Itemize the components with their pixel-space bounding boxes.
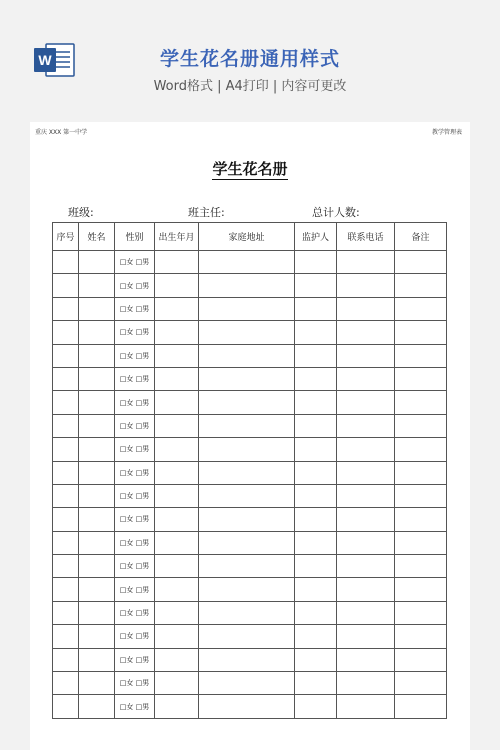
address-cell <box>199 438 295 461</box>
guardian-cell <box>295 648 337 671</box>
phone-cell <box>337 414 395 437</box>
guardian-cell <box>295 274 337 297</box>
document-page <box>30 122 470 750</box>
index-cell <box>53 578 79 601</box>
total-count-label: 总计人数: <box>312 206 360 219</box>
remarks-cell <box>395 484 447 507</box>
address-cell <box>199 648 295 671</box>
address-cell <box>199 555 295 578</box>
birth-cell <box>155 601 199 624</box>
name-cell <box>79 438 115 461</box>
phone-cell <box>337 367 395 390</box>
name-cell <box>79 578 115 601</box>
phone-cell <box>337 531 395 554</box>
col-header-remarks: 备注 <box>395 223 447 251</box>
gender-cell: □女 □男 <box>115 648 155 671</box>
table-row <box>53 438 447 461</box>
birth-cell <box>155 274 199 297</box>
address-cell <box>199 344 295 367</box>
index-cell <box>53 367 79 390</box>
guardian-cell <box>295 344 337 367</box>
logo-letter: W <box>38 52 52 68</box>
table-row <box>53 297 447 320</box>
table-row <box>53 695 447 718</box>
gender-cell: □女 □男 <box>115 578 155 601</box>
table-row <box>53 391 447 414</box>
index-cell <box>53 625 79 648</box>
guardian-cell <box>295 625 337 648</box>
remarks-cell <box>395 438 447 461</box>
birth-cell <box>155 578 199 601</box>
birth-cell <box>155 461 199 484</box>
remarks-cell <box>395 321 447 344</box>
address-cell <box>199 601 295 624</box>
gender-cell: □女 □男 <box>115 251 155 274</box>
col-header-phone: 联系电话 <box>337 223 395 251</box>
table-row <box>53 672 447 695</box>
address-cell <box>199 484 295 507</box>
roster-body <box>53 251 447 719</box>
address-cell <box>199 672 295 695</box>
phone-cell <box>337 508 395 531</box>
guardian-cell <box>295 672 337 695</box>
col-header-guardian: 监护人 <box>295 223 337 251</box>
gender-cell: □女 □男 <box>115 438 155 461</box>
school-name: 重庆 XXX 第一中学 <box>35 129 88 136</box>
remarks-cell <box>395 414 447 437</box>
gender-cell: □女 □男 <box>115 367 155 390</box>
guardian-cell <box>295 367 337 390</box>
index-cell <box>53 672 79 695</box>
birth-cell <box>155 297 199 320</box>
index-cell <box>53 251 79 274</box>
col-header-address: 家庭地址 <box>199 223 295 251</box>
index-cell <box>53 648 79 671</box>
table-row <box>53 321 447 344</box>
name-cell <box>79 672 115 695</box>
name-cell <box>79 297 115 320</box>
phone-cell <box>337 648 395 671</box>
guardian-cell <box>295 251 337 274</box>
remarks-cell <box>395 297 447 320</box>
guardian-cell <box>295 578 337 601</box>
gender-cell: □女 □男 <box>115 414 155 437</box>
table-row <box>53 601 447 624</box>
table-header-row <box>53 223 447 251</box>
remarks-cell <box>395 625 447 648</box>
remarks-cell <box>395 251 447 274</box>
address-cell <box>199 695 295 718</box>
birth-cell <box>155 251 199 274</box>
table-row <box>53 578 447 601</box>
address-cell <box>199 321 295 344</box>
phone-cell <box>337 297 395 320</box>
roster-table <box>52 222 447 719</box>
address-cell <box>199 274 295 297</box>
remarks-cell <box>395 578 447 601</box>
index-cell <box>53 344 79 367</box>
index-cell <box>53 695 79 718</box>
table-row <box>53 648 447 671</box>
table-row <box>53 367 447 390</box>
guardian-cell <box>295 484 337 507</box>
name-cell <box>79 367 115 390</box>
col-header-birth: 出生年月 <box>155 223 199 251</box>
class-label: 班级: <box>68 206 94 219</box>
col-header-name: 姓名 <box>79 223 115 251</box>
phone-cell <box>337 461 395 484</box>
gender-cell: □女 □男 <box>115 321 155 344</box>
index-cell <box>53 297 79 320</box>
address-cell <box>199 297 295 320</box>
name-cell <box>79 555 115 578</box>
remarks-cell <box>395 672 447 695</box>
birth-cell <box>155 484 199 507</box>
head-teacher-label: 班主任: <box>188 206 225 219</box>
gender-cell: □女 □男 <box>115 625 155 648</box>
name-cell <box>79 321 115 344</box>
gender-cell: □女 □男 <box>115 695 155 718</box>
remarks-cell <box>395 391 447 414</box>
birth-cell <box>155 367 199 390</box>
phone-cell <box>337 438 395 461</box>
address-cell <box>199 251 295 274</box>
index-cell <box>53 321 79 344</box>
guardian-cell <box>295 297 337 320</box>
gender-cell: □女 □男 <box>115 344 155 367</box>
address-cell <box>199 367 295 390</box>
gender-cell: □女 □男 <box>115 274 155 297</box>
phone-cell <box>337 274 395 297</box>
phone-cell <box>337 321 395 344</box>
document-title-text: 学生花名册 <box>212 160 288 178</box>
name-cell <box>79 484 115 507</box>
birth-cell <box>155 321 199 344</box>
phone-cell <box>337 391 395 414</box>
remarks-cell <box>395 344 447 367</box>
table-row <box>53 461 447 484</box>
address-cell <box>199 625 295 648</box>
name-cell <box>79 461 115 484</box>
gender-cell: □女 □男 <box>115 531 155 554</box>
name-cell <box>79 274 115 297</box>
name-cell <box>79 414 115 437</box>
gender-cell: □女 □男 <box>115 672 155 695</box>
index-cell <box>53 531 79 554</box>
page-subtitle: Word格式 | A4打印 | 内容可更改 <box>153 79 347 94</box>
name-cell <box>79 251 115 274</box>
birth-cell <box>155 531 199 554</box>
remarks-cell <box>395 601 447 624</box>
remarks-cell <box>395 508 447 531</box>
phone-cell <box>337 555 395 578</box>
gender-cell: □女 □男 <box>115 461 155 484</box>
index-cell <box>53 508 79 531</box>
birth-cell <box>155 695 199 718</box>
phone-cell <box>337 344 395 367</box>
name-cell <box>79 531 115 554</box>
remarks-cell <box>395 695 447 718</box>
col-header-gender: 性别 <box>115 223 155 251</box>
birth-cell <box>155 508 199 531</box>
birth-cell <box>155 625 199 648</box>
gender-cell: □女 □男 <box>115 297 155 320</box>
remarks-cell <box>395 648 447 671</box>
address-cell <box>199 578 295 601</box>
index-cell <box>53 555 79 578</box>
table-row <box>53 531 447 554</box>
gender-cell: □女 □男 <box>115 508 155 531</box>
phone-cell <box>337 484 395 507</box>
col-header-index: 序号 <box>53 223 79 251</box>
remarks-cell <box>395 461 447 484</box>
table-row <box>53 555 447 578</box>
birth-cell <box>155 555 199 578</box>
guardian-cell <box>295 508 337 531</box>
birth-cell <box>155 672 199 695</box>
guardian-cell <box>295 391 337 414</box>
table-row <box>53 484 447 507</box>
phone-cell <box>337 251 395 274</box>
gender-cell: □女 □男 <box>115 484 155 507</box>
table-row <box>53 251 447 274</box>
table-row <box>53 344 447 367</box>
phone-cell <box>337 672 395 695</box>
guardian-cell <box>295 438 337 461</box>
gender-cell: □女 □男 <box>115 391 155 414</box>
name-cell <box>79 625 115 648</box>
remarks-cell <box>395 555 447 578</box>
gender-cell: □女 □男 <box>115 601 155 624</box>
phone-cell <box>337 695 395 718</box>
form-category: 教学管理表 <box>431 129 462 136</box>
name-cell <box>79 508 115 531</box>
index-cell <box>53 274 79 297</box>
address-cell <box>199 414 295 437</box>
guardian-cell <box>295 414 337 437</box>
guardian-cell <box>295 601 337 624</box>
phone-cell <box>337 578 395 601</box>
phone-cell <box>337 625 395 648</box>
index-cell <box>53 414 79 437</box>
index-cell <box>53 461 79 484</box>
page-title: 学生花名册通用样式 <box>159 48 340 70</box>
name-cell <box>79 344 115 367</box>
guardian-cell <box>295 555 337 578</box>
birth-cell <box>155 414 199 437</box>
birth-cell <box>155 391 199 414</box>
address-cell <box>199 531 295 554</box>
address-cell <box>199 391 295 414</box>
address-cell <box>199 508 295 531</box>
index-cell <box>53 391 79 414</box>
birth-cell <box>155 648 199 671</box>
birth-cell <box>155 344 199 367</box>
gender-cell: □女 □男 <box>115 555 155 578</box>
table-row <box>53 508 447 531</box>
name-cell <box>79 648 115 671</box>
phone-cell <box>337 601 395 624</box>
index-cell <box>53 438 79 461</box>
document-title <box>30 158 470 179</box>
remarks-cell <box>395 274 447 297</box>
birth-cell <box>155 438 199 461</box>
table-row <box>53 274 447 297</box>
remarks-cell <box>395 367 447 390</box>
remarks-cell <box>395 531 447 554</box>
name-cell <box>79 695 115 718</box>
guardian-cell <box>295 461 337 484</box>
name-cell <box>79 391 115 414</box>
guardian-cell <box>295 531 337 554</box>
index-cell <box>53 601 79 624</box>
guardian-cell <box>295 321 337 344</box>
table-row <box>53 414 447 437</box>
name-cell <box>79 601 115 624</box>
address-cell <box>199 461 295 484</box>
guardian-cell <box>295 695 337 718</box>
index-cell <box>53 484 79 507</box>
table-row <box>53 625 447 648</box>
